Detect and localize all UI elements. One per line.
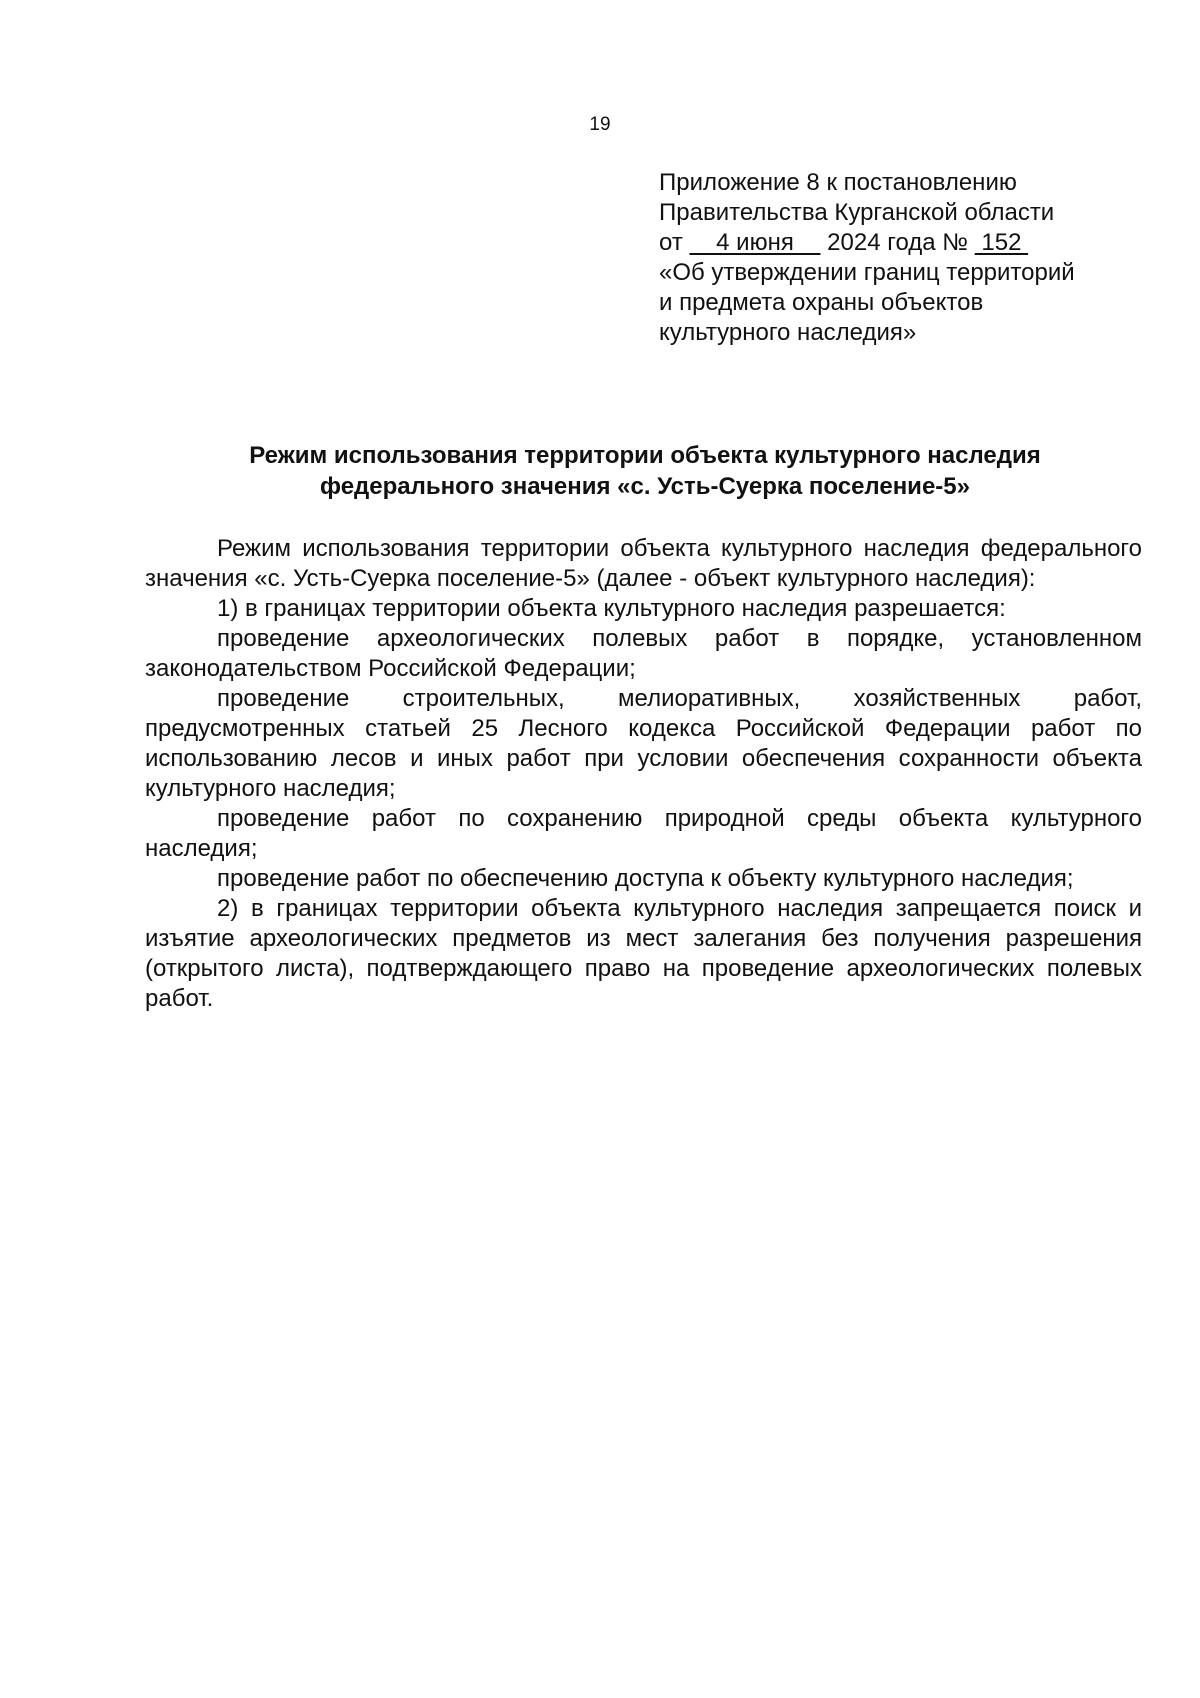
title-line-1: Режим использования территории объекта культурного наследия <box>249 442 1041 469</box>
page-number: 19 <box>589 114 611 135</box>
appendix-block <box>659 168 1179 348</box>
appendix-line-5: и предмета охраны объектов <box>659 289 984 316</box>
paragraph-permitted-4: проведение работ по обеспечению доступа к объекту культурного наследия; <box>217 865 1074 892</box>
appendix-line-2: Правительства Курганской области <box>659 199 1055 226</box>
paragraph-permitted-2: проведение строительных, мелиоративных, хозяйственных работ, предусмотренных статьей 25 Лесного кодекса Российской Федерации работ по использованию лесов и иных работ при условии обеспечения сохранности объекта культурного наследия; <box>145 685 1142 802</box>
body-text <box>145 534 1142 1014</box>
paragraph-permitted-3: проведение работ по сохранению природной среды объекта культурного наследия; <box>145 805 1142 862</box>
appendix-line-6: культурного наследия» <box>659 319 917 346</box>
paragraph-permitted-heading: 1) в границах территории объекта культурного наследия разрешается: <box>217 595 1006 622</box>
appendix-line-4: «Об утверждении границ территорий <box>659 259 1075 286</box>
appendix-line-1: Приложение 8 к постановлению <box>659 169 1017 196</box>
appendix-date-line <box>659 228 1179 258</box>
paragraph-intro: Режим использования территории объекта культурного наследия федерального значения «с. Усть-Суерка поселение-5» (далее - объект культурного наследия): <box>145 535 1142 592</box>
resolution-date: 4 июня <box>689 229 821 256</box>
paragraph-permitted-1: проведение археологических полевых работ в порядке, установленном законодательством Российской Федерации; <box>145 625 1142 682</box>
document-title <box>145 440 1145 502</box>
date-prefix: от <box>659 229 690 256</box>
title-line-2: федерального значения «с. Усть-Суерка поселение-5» <box>320 473 970 500</box>
year-text: 2024 года № <box>820 229 975 256</box>
paragraph-prohibited: 2) в границах территории объекта культурного наследия запрещается поиск и изъятие археологических предметов из мест залегания без получения разрешения (открытого листа), подтверждающего право на проведение археологических полевых работ. <box>145 895 1142 1012</box>
resolution-number: 152 <box>974 229 1029 256</box>
